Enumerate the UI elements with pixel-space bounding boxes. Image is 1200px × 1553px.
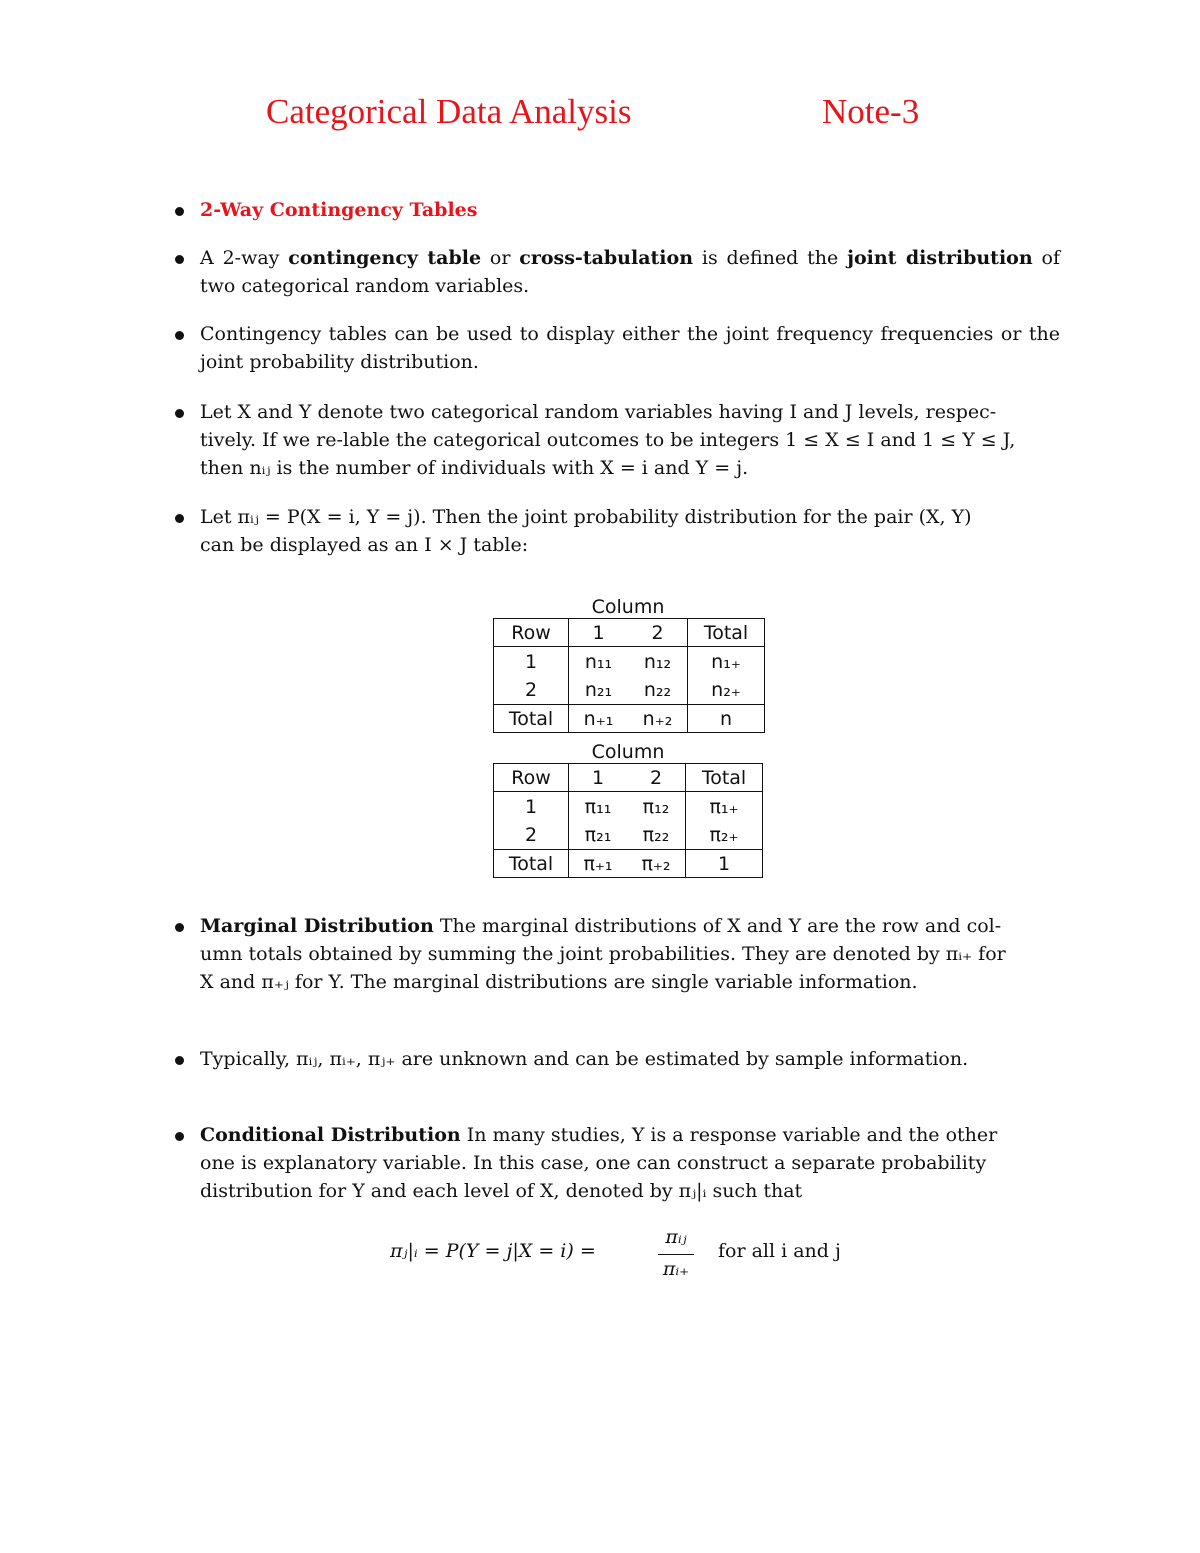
table-cell: Total: [494, 705, 569, 733]
conditional-equation: [390, 1226, 910, 1286]
note-number: Note-3: [822, 92, 920, 131]
table-cell: n₊₂: [642, 707, 673, 730]
table-cell: 1: [524, 650, 538, 673]
table-cell: π₂₂: [642, 823, 670, 846]
table-header: Total: [686, 764, 763, 792]
table-cell: n₂₂: [643, 678, 672, 701]
equation-numerator: πᵢⱼ: [665, 1226, 687, 1248]
frequency-table: [493, 618, 765, 733]
equation-lhs: πⱼ|ᵢ = P(Y = j|X = i) =: [390, 1240, 596, 1262]
table-cell: Total: [494, 850, 569, 878]
table-cell: 2: [524, 678, 538, 701]
paragraph: Let X and Y denote two categorical random variables having I and J levels, respec- tively. If we re-lable the categorical outcomes to be integers 1 ≤ X ≤ I and 1 ≤ Y ≤ J, then nᵢⱼ is the number of individuals with X = i and Y = j.: [200, 401, 1016, 479]
table-cell: π₊₁: [583, 852, 613, 875]
table-header: 2: [651, 621, 664, 644]
table-cell: n₁₊: [711, 650, 741, 673]
probability-table: [493, 763, 763, 878]
fraction-bar: [658, 1254, 694, 1255]
table-cell: π₊₂: [641, 852, 671, 875]
table-cell: 2: [524, 823, 538, 846]
table-cell: 1: [686, 850, 763, 878]
paragraph: Contingency tables can be used to display either the joint frequency frequencies or the joint probability distribution.: [200, 323, 1060, 373]
table-header: 2: [649, 766, 663, 789]
table-cell: n₊₁: [583, 707, 614, 730]
table-cell: n₁₂: [643, 650, 672, 673]
table-header: Total: [688, 619, 765, 647]
paragraph: Typically, πᵢⱼ, πᵢ₊, πⱼ₊ are unknown and can be estimated by sample information.: [200, 1048, 969, 1070]
bullet-icon: [175, 923, 184, 932]
paragraph: Let πᵢⱼ = P(X = i, Y = j). Then the joint probability distribution for the pair (X, Y) can be displayed as an I × J table:: [200, 506, 972, 556]
table-cell: 1: [524, 795, 538, 818]
table-header: 1: [591, 766, 605, 789]
table-cell: π₂₁: [584, 823, 612, 846]
table-header: Row: [494, 619, 569, 647]
title-text: Categorical Data Analysis: [266, 92, 632, 131]
equation-denominator: πᵢ₊: [662, 1258, 690, 1280]
table-cell: n₁₁: [584, 650, 613, 673]
table-cell: π₂₊: [709, 823, 739, 846]
bullet-icon: [175, 1132, 184, 1141]
table-header: Row: [494, 764, 569, 792]
section-heading: 2-Way Contingency Tables: [200, 199, 478, 221]
table-header: 1: [592, 621, 605, 644]
table-cell: π₁₁: [584, 795, 612, 818]
table-caption: Column: [591, 741, 665, 763]
table-cell: n₂₊: [711, 678, 741, 701]
bullet-icon: [175, 1056, 184, 1065]
equation-condition: for all i and j: [718, 1240, 841, 1262]
table-caption: Column: [591, 596, 665, 618]
table-cell: π₁₊: [709, 795, 739, 818]
paragraph: Conditional Distribution In many studies, Y is a response variable and the other one is explanatory variable. In this case, one can construct a separate probability distribution for Y and each level of X, denoted by πⱼ|ᵢ such that: [200, 1124, 998, 1202]
bullet-icon: [175, 255, 184, 264]
paragraph: A 2-way contingency table or cross-tabulation is defined the joint distribution of two categorical random variables.: [200, 247, 1060, 297]
table-cell: n₂₁: [584, 678, 613, 701]
bullet-icon: [175, 409, 184, 418]
bullet-icon: [175, 207, 184, 216]
table-cell: n: [688, 705, 765, 733]
bullet-icon: [175, 514, 184, 523]
bullet-icon: [175, 331, 184, 340]
page-title: [0, 92, 1200, 142]
table-cell: π₁₂: [642, 795, 670, 818]
paragraph: Marginal Distribution The marginal distributions of X and Y are the row and col- umn totals obtained by summing the joint probabilities. They are denoted by πᵢ₊ for X and π₊ⱼ for Y. The marginal distributions are single variable information.: [200, 915, 1006, 993]
